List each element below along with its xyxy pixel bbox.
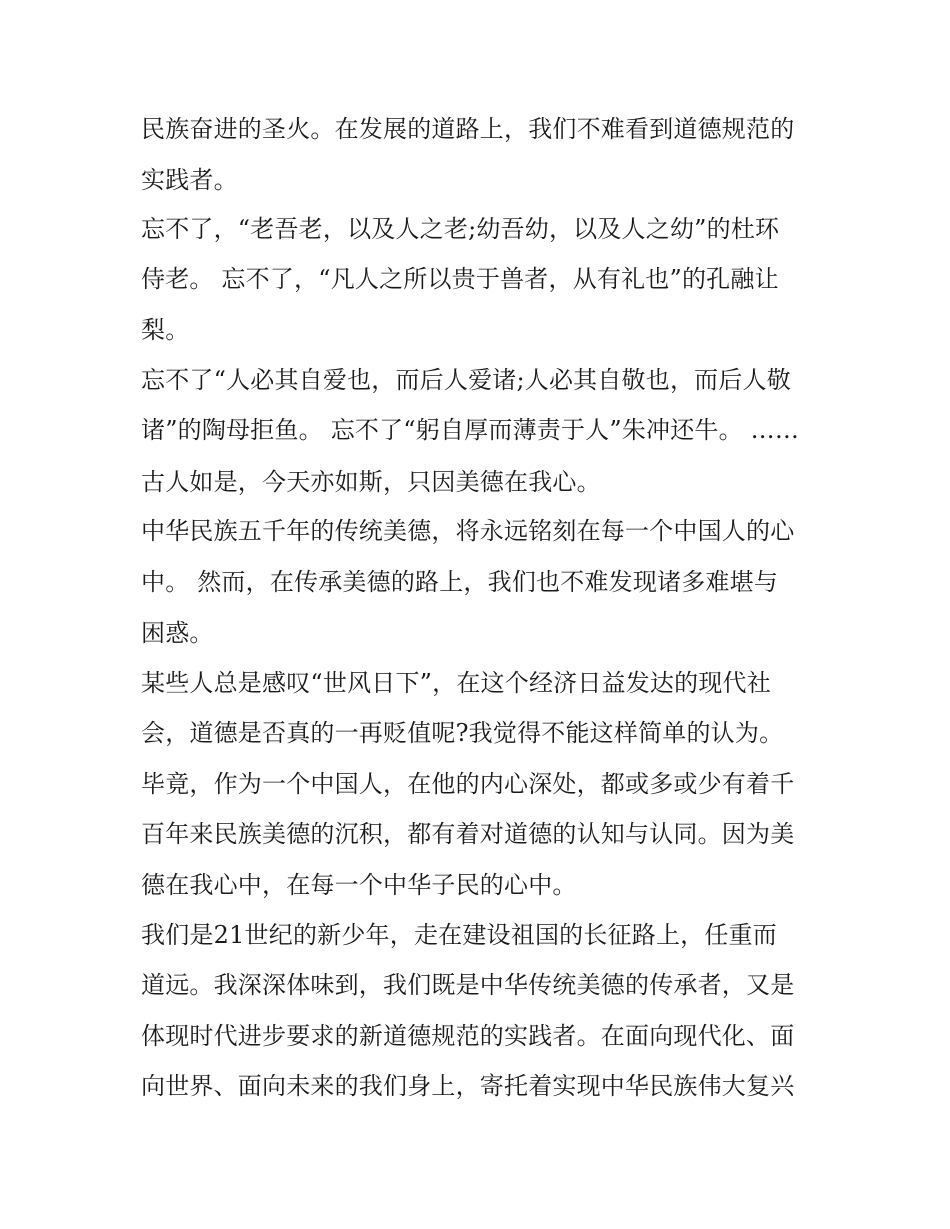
- text-line: 百年来民族美德的沉积，都有着对道德的认知与认同。因为美: [141, 820, 795, 848]
- text-line: 某些人总是感叹“世风日下”，在这个经济日益发达的现代社: [141, 669, 771, 697]
- text-line: 毕竟，作为一个中国人，在他的内心深处，都或多或少有着千: [141, 770, 795, 798]
- text-line: 中。 然而，在传承美德的路上，我们也不难发现诸多难堪与: [141, 568, 779, 596]
- text-line: 向世界、面向未来的我们身上，寄托着实现中华民族伟大复兴: [141, 1072, 795, 1100]
- text-line: 诸”的陶母拒鱼。 忘不了“躬自厚而薄责于人”朱冲还牛。 ……: [141, 416, 800, 444]
- text-line: 德在我心中，在每一个中华子民的心中。: [141, 871, 577, 899]
- text-line: 古人如是，今天亦如斯，只因美德在我心。: [141, 468, 601, 496]
- text-line: 梨。: [141, 316, 190, 344]
- text-line: 会，道德是否真的一再贬值呢?我觉得不能这样简单的认为。: [141, 719, 784, 747]
- text-line: 侍老。 忘不了，“凡人之所以贵于兽者，从有礼也”的孔融让: [141, 265, 779, 293]
- text-line: 我们是21世纪的新少年，走在建设祖国的长征路上，任重而: [141, 921, 777, 949]
- text-line: 体现时代进步要求的新道德规范的实践者。在面向现代化、面: [141, 1022, 795, 1050]
- text-line: 民族奋进的圣火。在发展的道路上，我们不难看到道德规范的: [141, 115, 795, 143]
- text-line: 忘不了，“老吾老，以及人之老;幼吾幼，以及人之幼”的杜环: [141, 215, 780, 243]
- text-line: 道远。我深深体味到，我们既是中华传统美德的传承者，又是: [141, 971, 795, 999]
- text-line: 忘不了“人必其自爱也，而后人爱诸;人必其自敬也，而后人敬: [141, 366, 791, 394]
- text-line: 中华民族五千年的传统美德，将永远铭刻在每一个中国人的心: [141, 517, 795, 545]
- text-line: 实践者。: [141, 166, 238, 194]
- text-line: 困惑。: [141, 619, 214, 647]
